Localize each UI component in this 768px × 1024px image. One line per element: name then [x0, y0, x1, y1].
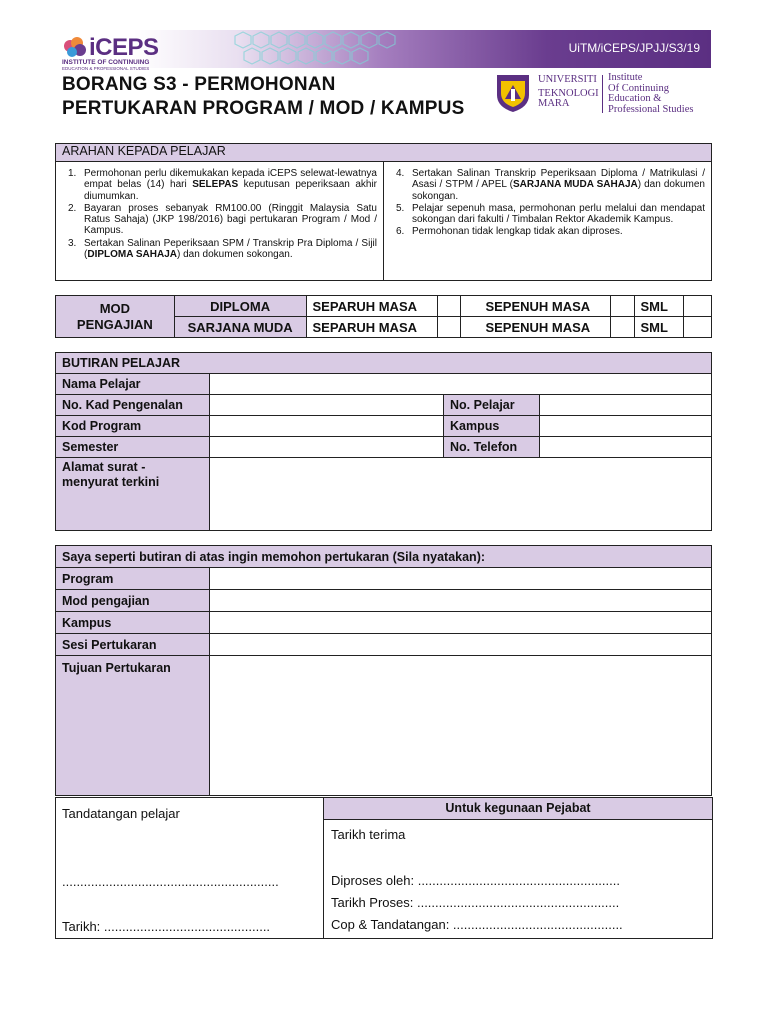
alamat-field[interactable]: [210, 458, 712, 531]
permohonan-table: [55, 545, 712, 796]
instruction-text: Permohonan tidak lengkap tidak akan diproses.: [412, 226, 623, 238]
instruction-emphasis: DIPLOMA SAHAJA: [87, 249, 177, 261]
instruction-item-2: 2. Bayaran proses sebanyak RM100.00 (Ringgit Malaysia Satu Ratus Sahaja) (JKP 198/2016) bagi pertukaran Program / Mod / Kampus.: [68, 202, 377, 237]
mod-row2-option1-checkbox[interactable]: [438, 317, 461, 338]
mod-row1-option3-label: SML: [634, 296, 683, 317]
nama-field[interactable]: [210, 374, 712, 395]
sesi-label: Sesi Pertukaran: [56, 634, 210, 656]
instruction-item-3: 3. Sertakan Salinan Peperiksaan SPM / Transkrip Pra Diploma / Sijil (DIPLOMA SAHAJA) dan dokumen sokongan.: [68, 237, 377, 261]
tujuan-field[interactable]: [210, 656, 712, 796]
mod-row2-option3-label: SML: [634, 317, 683, 338]
kod-program-label: Kod Program: [56, 416, 210, 437]
uitm-name-line2: TEKNOLOGI: [538, 87, 599, 99]
instruction-emphasis: SARJANA MUDA SAHAJA: [512, 179, 638, 191]
mod-row1-option1-label: SEPARUH MASA: [306, 296, 438, 317]
tandatangan-label: Tandatangan pelajar: [62, 806, 180, 821]
mod-row1-option1-checkbox[interactable]: [438, 296, 461, 317]
no-pelajar-field[interactable]: [540, 395, 712, 416]
mod-row2-option1-label: SEPARUH MASA: [306, 317, 438, 338]
tarikh-proses-line: Tarikh Proses: ........................................................: [331, 895, 620, 910]
tarikh-line: Tarikh: ..............................................: [62, 919, 271, 934]
mod-pengajian-field[interactable]: [210, 590, 712, 612]
mod-row1-option2-checkbox[interactable]: [611, 296, 634, 317]
instructions-col-left: [56, 162, 384, 281]
permohonan-heading: Saya seperti butiran di atas ingin memohon pertukaran (Sila nyatakan):: [56, 546, 712, 568]
institute-name-line1: Institute: [608, 72, 643, 83]
instruction-emphasis: SELEPAS: [192, 179, 239, 191]
institute-name-line3: Education &: [608, 93, 662, 104]
instruction-item-1: 1. Permohonan perlu dikemukakan kepada iCEPS selewat-lewatnya empat belas (14) hari SELEPAS keputusan peperiksaan akhir diumumkan.: [68, 168, 377, 202]
diproses-line: Diproses oleh: ........................................................: [331, 873, 620, 888]
program-label: Program: [56, 568, 210, 590]
semester-label: Semester: [56, 437, 210, 458]
instruction-item-4: 4. Sertakan Salinan Transkrip Peperiksaan Diploma / Matrikulasi / Asasi / STPM / APEL (SARJANA MUDA SAHAJA) dan dokumen sokongan.: [396, 168, 705, 202]
program-field[interactable]: [210, 568, 712, 590]
instruction-item-6: 6. Permohonan tidak lengkap tidak akan diproses.: [396, 226, 623, 238]
telefon-label: No. Telefon: [444, 437, 540, 458]
instruction-text: Bayaran proses sebanyak RM100.00 (Ringgit Malaysia Satu Ratus Sahaja) (JKP 198/2016) bagi pertukaran Program / Mod / Kampus.: [84, 202, 377, 237]
telefon-field[interactable]: [540, 437, 712, 458]
instructions-col-right: [384, 162, 712, 281]
butiran-heading: BUTIRAN PELAJAR: [56, 353, 712, 374]
mod-pengajian-table: [55, 295, 712, 338]
mod-pengajian-label: MOD PENGAJIAN: [56, 296, 175, 338]
iceps-flower-icon: [62, 36, 88, 58]
logo-text: iCEPS: [89, 34, 159, 61]
tarikh-terima-label: Tarikh terima: [331, 827, 406, 842]
kampus-baru-label: Kampus: [56, 612, 210, 634]
signature-line: ............................................................: [62, 874, 279, 889]
office-use-box: [323, 797, 713, 939]
no-pelajar-label: No. Pelajar: [444, 395, 540, 416]
ic-field[interactable]: [210, 395, 444, 416]
uitm-name-line1: UNIVERSITI: [538, 74, 597, 85]
kampus-baru-field[interactable]: [210, 612, 712, 634]
instruction-text: keputusan peperiksaan akhir diumumkan.: [84, 179, 377, 202]
instruction-text: Sertakan Salinan Transkrip Peperiksaan Diploma / Matrikulasi / Asasi / STPM / APEL (: [412, 168, 705, 191]
uitm-name-line3: MARA: [538, 98, 570, 109]
instruction-text: ) dan dokumen sokongan.: [176, 249, 293, 261]
form-title-line2: PERTUKARAN PROGRAM / MOD / KAMPUS: [62, 98, 465, 119]
institute-name-line4: Professional Studies: [608, 103, 694, 115]
instruction-item-5: 5. Pelajar sepenuh masa, permohonan perlu melalui dan mendapat sokongan dari fakulti / Timbalan Rektor Akademik Kampus.: [396, 202, 705, 226]
butiran-pelajar-table: [55, 352, 712, 531]
hexagon-pattern-icon: [225, 30, 465, 68]
form-reference-code: UiTM/iCEPS/JPJJ/S3/19: [568, 41, 700, 55]
ic-label: No. Kad Pengenalan: [56, 395, 210, 416]
mod-pengajian-field-label: Mod pengajian: [56, 590, 210, 612]
student-signature-box[interactable]: [55, 797, 324, 939]
mod-row1-level: DIPLOMA: [174, 296, 306, 317]
mod-row1-option3-checkbox[interactable]: [683, 296, 711, 317]
mod-row2-level: SARJANA MUDA: [174, 317, 306, 338]
instruction-text: Permohonan perlu dikemukakan kepada iCEPS selewat-lewatnya empat belas (14) hari: [84, 168, 377, 191]
semester-field[interactable]: [210, 437, 444, 458]
kampus-label: Kampus: [444, 416, 540, 437]
logo-subtitle: INSTITUTE OF CONTINUING: [62, 59, 150, 66]
institute-name-line2: Of Continuing: [608, 82, 669, 94]
instruction-text: Pelajar sepenuh masa, permohonan perlu melalui dan mendapat sokongan dari fakulti / Timbalan Rektor Akademik Kampus.: [412, 202, 705, 226]
logo-subtitle-2: EDUCATION & PROFESSIONAL STUDIES: [62, 66, 150, 71]
mod-row2-option2-checkbox[interactable]: [611, 317, 634, 338]
uitm-logo: [495, 73, 705, 117]
iceps-logo: [62, 34, 172, 71]
mod-row2-option2-label: SEPENUH MASA: [461, 317, 611, 338]
office-use-heading: Untuk kegunaan Pejabat: [324, 798, 712, 820]
mod-row1-option2-label: SEPENUH MASA: [461, 296, 611, 317]
form-title-line1: BORANG S3 - PERMOHONAN: [62, 74, 336, 95]
cop-tandatangan-line: Cop & Tandatangan: ...............................................: [331, 917, 623, 932]
uitm-name: [538, 75, 599, 110]
instruction-text: ) dan dokumen sokongan.: [412, 179, 705, 202]
sesi-field[interactable]: [210, 634, 712, 656]
tujuan-label: Tujuan Pertukaran: [56, 656, 210, 796]
nama-label: Nama Pelajar: [56, 374, 210, 395]
logo-divider: [602, 75, 603, 113]
instructions-table: [55, 143, 712, 281]
uitm-crest-icon: [495, 73, 531, 113]
instruction-text: Sertakan Salinan Peperiksaan SPM / Transkrip Pra Diploma / Sijil (: [84, 237, 377, 261]
alamat-label: Alamat surat - menyurat terkini: [56, 458, 210, 531]
instructions-heading: ARAHAN KEPADA PELAJAR: [56, 144, 712, 162]
mod-row2-option3-checkbox[interactable]: [683, 317, 711, 338]
kod-program-field[interactable]: [210, 416, 444, 437]
kampus-field[interactable]: [540, 416, 712, 437]
institute-name: [608, 73, 693, 115]
